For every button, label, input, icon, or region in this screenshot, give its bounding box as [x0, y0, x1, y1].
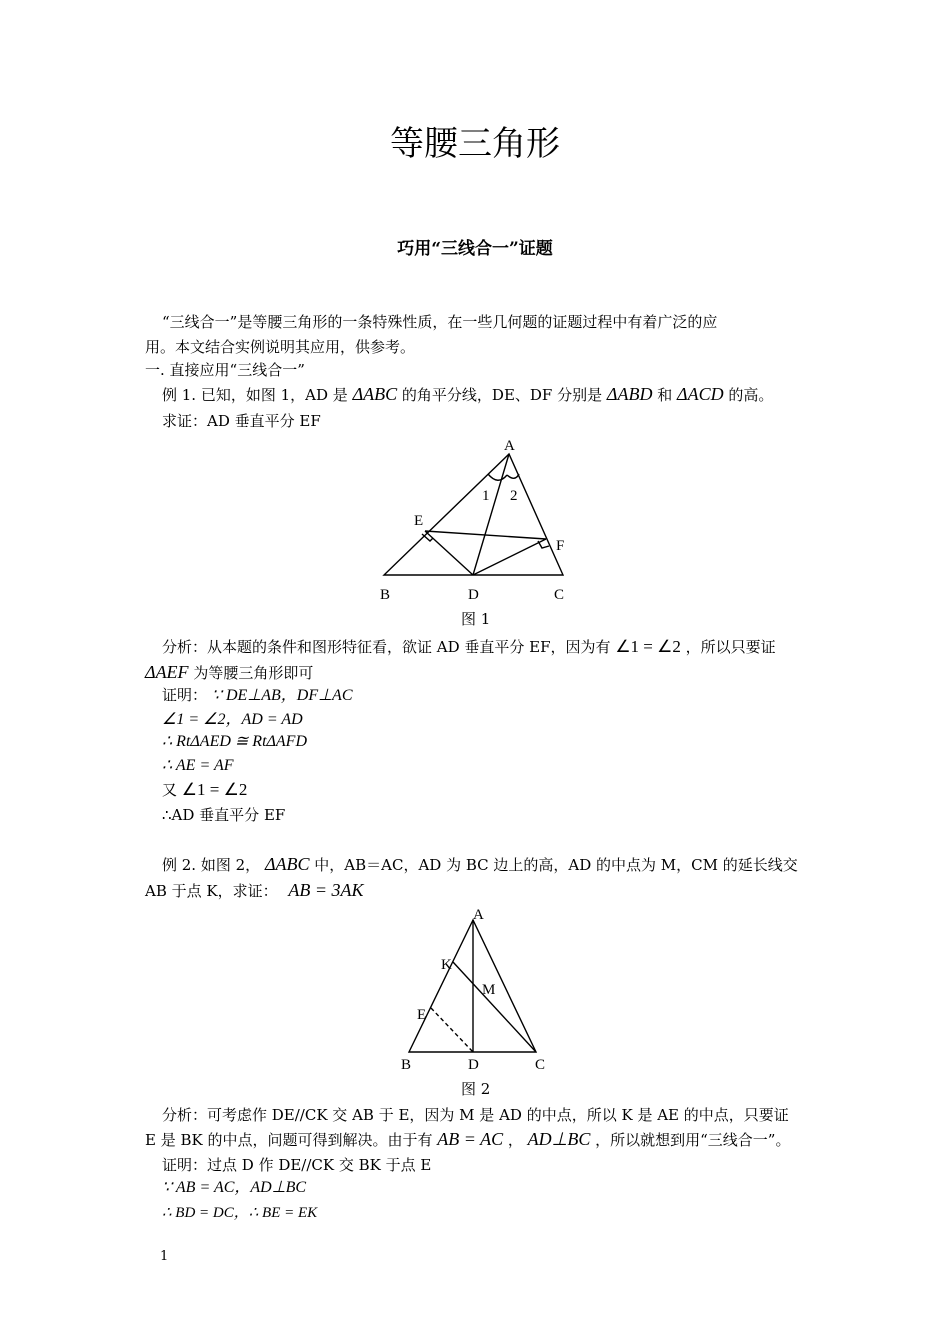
proof-2-line-1: 证明：过点 D 作 DE//CK 交 BK 于点 E [162, 1156, 432, 1174]
example-1-text-d: 的高。 [728, 386, 774, 404]
fig2-label-e: E [417, 1007, 427, 1023]
proof-1-step-5-text: 又 [162, 781, 178, 799]
proof-1-step-1: ∵ DE⊥AB，DF⊥AC [211, 687, 353, 704]
analysis-2-text-a: E 是 BK 的中点，问题可得到解决。由于有 [145, 1131, 433, 1149]
intro-line-1: “三线合一”是等腰三角形的一条特殊性质，在一些几何题的证题过程中有着广泛的应 [162, 313, 718, 331]
triangle-abc [384, 454, 563, 575]
angle-arc-2 [507, 474, 519, 478]
angle-arc-1 [488, 474, 507, 480]
proof-2-line-2: ∵ AB = AC，AD⊥BC [162, 1179, 307, 1196]
example-2-text-b: 中，AB＝AC，AD 为 BC 边上的高，AD 的中点为 M，CM 的延长线交 [314, 856, 798, 874]
fig1-label-f: F [556, 538, 565, 554]
analysis-1-math-aef: ΔAEF [145, 662, 189, 682]
proof-1-step-3: ∴ RtΔAED ≅ RtΔAFD [162, 733, 308, 750]
fig1-label-a: A [504, 438, 515, 454]
proof-1-step-5 [162, 779, 247, 801]
analysis-1-text-c: 为等腰三角形即可 [193, 664, 314, 682]
example-1-text-c: 和 [657, 386, 673, 404]
analysis-2-text-b: ， [507, 1131, 523, 1149]
example-1-goal: 求证：AD 垂直平分 EF [162, 412, 321, 430]
analysis-2-math-ad-bc: AD⊥BC [527, 1129, 591, 1149]
example-2-text-c: AB 于点 K，求证： [145, 882, 278, 900]
figure-1 [370, 430, 590, 630]
segment-de [425, 531, 473, 575]
example-1-math-acd: ΔACD [677, 384, 724, 404]
segment-df [473, 539, 546, 575]
analysis-2-line-1: 分析：可考虑作 DE//CK 交 AB 于 E，因为 M 是 AD 的中点，所以 K 是 AE 的中点，只要证 [162, 1106, 789, 1124]
analysis-1-text-b: ，所以只要证 [685, 638, 776, 656]
fig2-label-a: A [473, 907, 484, 923]
proof-1-step-5-math: ∠1 = ∠2 [181, 780, 248, 799]
proof-1-line-1 [162, 684, 353, 707]
proof-1-step-2: ∠1 = ∠2，AD = AD [162, 711, 303, 728]
example-2-math-abc: ΔABC [264, 854, 310, 874]
intro-line-2: 用。本文结合实例说明其应用，供参考。 [145, 338, 416, 356]
fig1-label-b: B [380, 587, 391, 603]
example-1-text-a: 例 1. 已知，如图 1，AD 是 [162, 386, 348, 404]
proof-1-label: 证明： [162, 686, 208, 704]
example-2-math-goal: AB = 3AK [288, 880, 364, 900]
analysis-1-text-a: 分析：从本题的条件和图形特征看，欲证 AD 垂直平分 EF，因为有 [162, 638, 611, 656]
proof-1-conclusion: ∴AD 垂直平分 EF [162, 806, 286, 824]
segment-ck [453, 962, 536, 1052]
analysis-2-line-2 [145, 1128, 790, 1151]
example-2-line-2 [145, 879, 364, 902]
section-heading-1: 一. 直接应用“三线合一” [145, 361, 305, 379]
fig1-label-1: 1 [482, 488, 490, 504]
example-2-text-a: 例 2. 如图 2， [162, 856, 261, 874]
analysis-2-math-ab-ac: AB = AC [437, 1129, 504, 1149]
proof-1-step-4: ∴ AE = AF [162, 757, 234, 774]
example-1-math-abd: ΔABD [606, 384, 653, 404]
fig2-label-d: D [468, 1057, 479, 1073]
fig2-label-b: B [401, 1057, 412, 1073]
article-subtitle: 巧用“三线合一”证题 [397, 239, 553, 259]
analysis-1-math-angles: ∠1 = ∠2 [615, 637, 681, 656]
example-2-line-1 [162, 853, 798, 876]
example-1-statement [162, 383, 773, 406]
fig1-label-d: D [468, 587, 479, 603]
fig2-label-c: C [535, 1057, 546, 1073]
figure-1-caption: 图 1 [461, 610, 491, 628]
fig2-label-k: K [441, 957, 452, 973]
proof-2-line-3: ∴ BD = DC，∴ BE = EK [162, 1205, 318, 1221]
fig1-label-e: E [414, 513, 424, 529]
fig1-label-c: C [554, 587, 565, 603]
figure-2 [390, 900, 560, 1078]
segment-de-dashed [431, 1008, 473, 1052]
example-1-math-abc: ΔABC [352, 384, 398, 404]
analysis-1-line-1 [162, 636, 776, 658]
analysis-1-line-2 [145, 661, 313, 684]
page-number: 1 [160, 1249, 169, 1264]
figure-2-caption: 图 2 [461, 1080, 491, 1098]
fig2-label-m: M [482, 982, 496, 998]
analysis-2-text-c: ，所以就想到用“三线合一”。 [595, 1131, 791, 1149]
fig1-label-2: 2 [510, 488, 518, 504]
example-1-text-b: 的角平分线，DE、DF 分别是 [401, 386, 603, 404]
page-title: 等腰三角形 [390, 124, 560, 164]
